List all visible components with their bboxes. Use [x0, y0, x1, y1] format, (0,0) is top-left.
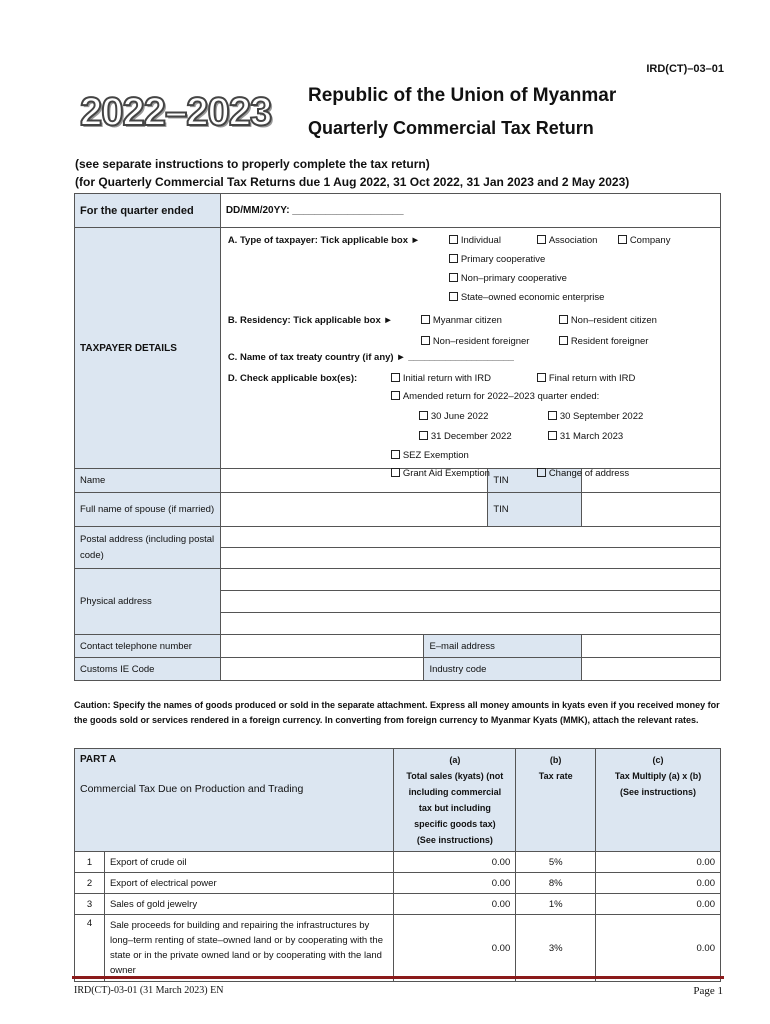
taxpayer-type-label: A. Type of taxpayer: Tick applicable box ► — [227, 235, 421, 246]
opt-myanmar-citizen[interactable]: Myanmar citizen — [421, 315, 502, 326]
title-country: Republic of the Union of Myanmar — [308, 85, 617, 106]
checkbox-icon — [548, 411, 557, 420]
taxpayer-table — [74, 193, 721, 681]
quarter-label: For the quarter ended — [75, 194, 221, 228]
postal-input-1[interactable] — [220, 527, 720, 548]
checkbox-icon — [391, 373, 400, 382]
name-label: Name — [75, 469, 221, 493]
opt-initial-return[interactable]: Initial return with IRD — [391, 373, 491, 384]
opt-company[interactable]: Company — [618, 235, 671, 246]
spouse-input[interactable] — [220, 493, 488, 527]
checkbox-icon — [618, 235, 627, 244]
physical-input-3[interactable] — [220, 613, 720, 635]
check-boxes-label: D. Check applicable box(es): — [227, 373, 358, 384]
opt-amended-return[interactable]: Amended return for 2022–2023 quarter ended: — [391, 391, 599, 402]
checkbox-icon — [421, 336, 430, 345]
taxpayer-details-label: TAXPAYER DETAILS — [75, 228, 221, 469]
footer-form-code: IRD(CT)-03-01 (31 March 2023) EN — [74, 985, 224, 996]
checkbox-icon — [537, 468, 546, 477]
treaty-country-field[interactable]: C. Name of tax treaty country (if any) ► ____________________ — [227, 352, 514, 363]
subtitle-due-dates: (for Quarterly Commercial Tax Returns due 1 Aug 2022, 31 Oct 2022, 31 Jan 2023 and 2 May 2023) — [75, 175, 630, 189]
opt-state-owned[interactable]: State–owned economic enterprise — [449, 292, 605, 303]
checkbox-icon — [559, 336, 568, 345]
opt-association[interactable]: Association — [537, 235, 598, 246]
checkbox-icon — [391, 468, 400, 477]
customs-label: Customs IE Code — [75, 658, 221, 681]
checkbox-icon — [421, 315, 430, 324]
opt-31-march[interactable]: 31 March 2023 — [548, 431, 623, 442]
opt-31-december[interactable]: 31 December 2022 — [419, 431, 512, 442]
taxpayer-details-block — [221, 228, 720, 479]
opt-30-june[interactable]: 30 June 2022 — [419, 411, 489, 422]
table-row: 3 Sales of gold jewelry 0.00 1% 0.00 — [75, 894, 721, 915]
opt-sez-exemption[interactable]: SEZ Exemption — [391, 450, 469, 461]
subtitle-instructions: (see separate instructions to properly complete the tax return) — [75, 157, 430, 171]
checkbox-icon — [449, 235, 458, 244]
table-row: 1 Export of crude oil 0.00 5% 0.00 — [75, 852, 721, 873]
opt-final-return[interactable]: Final return with IRD — [537, 373, 636, 384]
table-row: 2 Export of electrical power 0.00 8% 0.00 — [75, 873, 721, 894]
col-a-header: (a) Total sales (kyats) (not including commercial tax but including specific goods tax) (See instructions) — [394, 749, 516, 852]
table-row: 4 Sale proceeds for building and repairing the infrastructures by long–term renting of state–owned land or by cooperating with the state or in the private owned land or by cooperating with the land owner 0.00 3% 0.00 — [75, 915, 721, 982]
checkbox-icon — [449, 292, 458, 301]
sales-input[interactable]: 0.00 — [394, 915, 516, 982]
checkbox-icon — [391, 450, 400, 459]
checkbox-icon — [449, 254, 458, 263]
col-b-header: (b) Tax rate — [516, 749, 596, 852]
opt-individual[interactable]: Individual — [449, 235, 501, 246]
checkbox-icon — [548, 431, 557, 440]
sales-input[interactable]: 0.00 — [394, 852, 516, 873]
opt-resident-foreigner[interactable]: Resident foreigner — [559, 336, 649, 347]
footer-rule — [72, 976, 724, 979]
postal-label: Postal address (including postal code) — [75, 527, 221, 569]
checkbox-icon — [537, 235, 546, 244]
opt-non-primary-coop[interactable]: Non–primary cooperative — [449, 273, 567, 284]
checkbox-icon — [419, 431, 428, 440]
page-title: Quarterly Commercial Tax Return — [308, 118, 594, 138]
physical-input-1[interactable] — [220, 569, 720, 591]
col-c-header: (c) Tax Multiply (a) x (b) (See instructions) — [596, 749, 721, 852]
checkbox-icon — [449, 273, 458, 282]
checkbox-icon — [419, 411, 428, 420]
checkbox-icon — [391, 391, 400, 400]
opt-30-september[interactable]: 30 September 2022 — [548, 411, 643, 422]
sales-input[interactable]: 0.00 — [394, 873, 516, 894]
spouse-tin-label: TIN — [488, 493, 582, 527]
opt-grant-aid[interactable]: Grant Aid Exemption — [391, 468, 490, 479]
checkbox-icon — [537, 373, 546, 382]
part-a-table — [74, 748, 721, 982]
physical-label: Physical address — [75, 569, 221, 635]
customs-input[interactable] — [220, 658, 424, 681]
email-label: E–mail address — [424, 635, 582, 658]
residency-label: B. Residency: Tick applicable box ► — [227, 315, 393, 326]
part-a-title: Commercial Tax Due on Production and Trading — [80, 783, 304, 795]
postal-input-2[interactable] — [220, 548, 720, 569]
caution-note: Caution: Specify the names of goods produced or sold in the separate attachment. Express all money amounts in kyats even if you received money for the goods sold or services rendered in a foreign currency. In converting from foreign currency to Myanmar Kyats (MMK), attach the relevant rates. — [74, 700, 720, 725]
form-code: IRD(CT)–03–01 — [646, 63, 724, 75]
email-input[interactable] — [582, 635, 721, 658]
industry-input[interactable] — [582, 658, 721, 681]
quarter-date-field[interactable]: DD/MM/20YY: ____________________ — [220, 194, 720, 228]
sales-input[interactable]: 0.00 — [394, 894, 516, 915]
phone-input[interactable] — [220, 635, 424, 658]
spouse-tin-input[interactable] — [582, 493, 721, 527]
opt-primary-coop[interactable]: Primary cooperative — [449, 254, 545, 265]
phone-label: Contact telephone number — [75, 635, 221, 658]
industry-label: Industry code — [424, 658, 582, 681]
page-number: Page 1 — [693, 985, 723, 997]
checkbox-icon — [559, 315, 568, 324]
tin-label: TIN — [488, 469, 582, 493]
physical-input-2[interactable] — [220, 591, 720, 613]
opt-non-resident-citizen[interactable]: Non–resident citizen — [559, 315, 657, 326]
part-a-label: PART A — [80, 754, 117, 765]
opt-non-resident-foreigner[interactable]: Non–resident foreigner — [421, 336, 530, 347]
spouse-label: Full name of spouse (if married) — [75, 493, 221, 527]
tax-year: 2022–2023 — [80, 90, 272, 134]
opt-change-address[interactable]: Change of address — [537, 468, 629, 479]
